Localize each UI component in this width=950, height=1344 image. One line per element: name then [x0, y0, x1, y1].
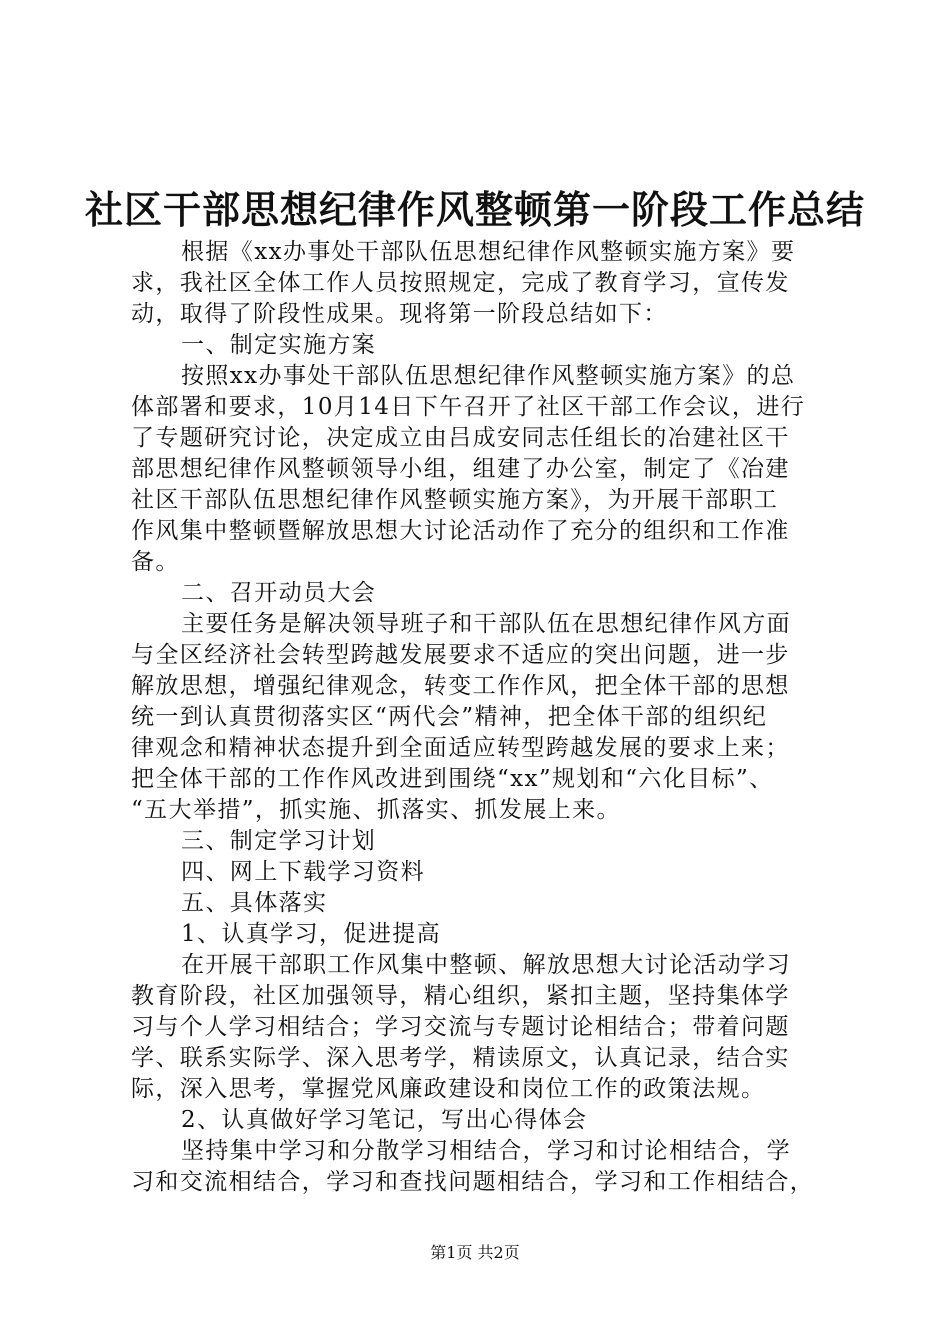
- body-line: 坚持集中学习和分散学习相结合，学习和讨论相结合，学: [181, 1138, 791, 1164]
- body-line: 求，我社区全体工作人员按照规定，完成了教育学习，宣传发: [131, 270, 790, 296]
- subsection-heading: 2、认真做好学习笔记，写出心得体会: [181, 1107, 588, 1133]
- body-line: 作风集中整顿暨解放思想大讨论活动作了充分的组织和工作准: [131, 518, 790, 544]
- body-line: 主要任务是解决领导班子和干部队伍在思想纪律作风方面: [181, 611, 791, 637]
- body-line: 学、联系实际学、深入思考学，精读原文，认真记录，结合实: [131, 1045, 790, 1071]
- body-line: “五大举措”，抓实施、抓落实、抓发展上来。: [131, 797, 621, 823]
- body-line: 习与个人学习相结合；学习交流与专题讨论相结合；带着问题: [131, 1014, 790, 1040]
- section-heading: 五、具体落实: [181, 890, 328, 916]
- document-body: [131, 237, 831, 1198]
- body-line: 按照xx办事处干部队伍思想纪律作风整顿实施方案》的总: [181, 363, 796, 389]
- body-line: 备。: [131, 549, 180, 575]
- document-title: 社区干部思想纪律作风整顿第一阶段工作总结: [84, 187, 865, 232]
- body-line: 际，深入思考，掌握党风廉政建设和岗位工作的政策法规。: [131, 1076, 766, 1102]
- body-line: 解放思想，增强纪律观念，转变工作作风，把全体干部的思想: [131, 673, 790, 699]
- body-line: 把全体干部的工作作风改进到围绕“xx”规划和“六化目标”、: [131, 766, 774, 792]
- section-heading: 二、召开动员大会: [181, 580, 377, 606]
- body-line: 律观念和精神状态提升到全面适应转型跨越发展的要求上来；: [131, 735, 790, 761]
- body-line: 了专题研究讨论，决定成立由吕成安同志任组长的冶建社区干: [131, 425, 790, 451]
- body-line: 习和交流相结合，学习和查找问题相结合，学习和工作相结合，: [131, 1169, 815, 1195]
- subsection-heading: 1、认真学习，促进提高: [181, 921, 442, 947]
- body-line: 教育阶段，社区加强领导，精心组织，紧扣主题，坚持集体学: [131, 983, 790, 1009]
- page-number-footer: 第1页 共2页: [430, 1243, 520, 1262]
- body-line: 部思想纪律作风整顿领导小组，组建了办公室，制定了《冶建: [131, 456, 790, 482]
- section-heading: 四、网上下载学习资料: [181, 859, 425, 885]
- body-line: 社区干部队伍思想纪律作风整顿实施方案》，为开展干部职工: [131, 487, 779, 513]
- body-line: 根据《xx办事处干部队伍思想纪律作风整顿实施方案》要: [181, 239, 796, 265]
- section-heading: 一、制定实施方案: [181, 332, 377, 358]
- body-line: 体部署和要求，10月14日下午召开了社区干部工作会议，进行: [131, 394, 806, 420]
- body-line: 动，取得了阶段性成果。现将第一阶段总结如下：: [131, 301, 668, 327]
- body-line: 与全区经济社会转型跨越发展要求不适应的突出问题，进一步: [131, 642, 790, 668]
- section-heading: 三、制定学习计划: [181, 828, 377, 854]
- body-line: 统一到认真贯彻落实区“两代会”精神，把全体干部的组织纪: [131, 704, 768, 730]
- body-line: 在开展干部职工作风集中整顿、解放思想大讨论活动学习: [181, 952, 791, 978]
